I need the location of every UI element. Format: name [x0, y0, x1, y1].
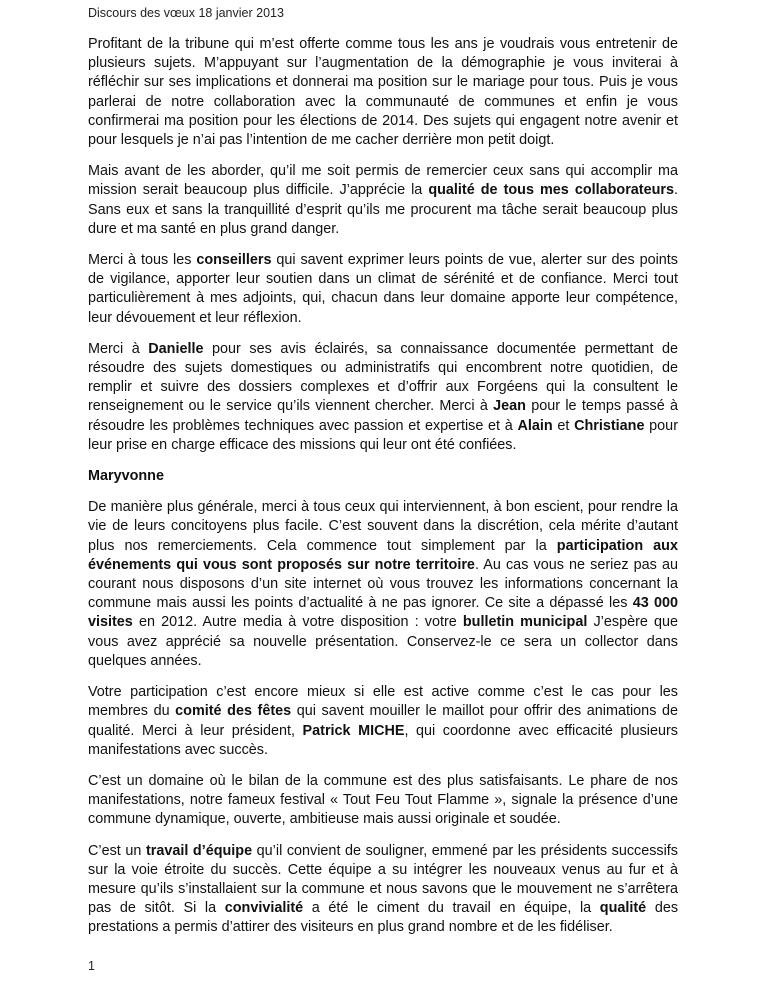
- text-run: . Sans eux et sans la tranquillité d’esprit qu’ils me procurent ma tâche serait beaucoup plus dure et ma santé en plus grand danger.: [88, 182, 678, 237]
- bold-text: Alain: [517, 417, 553, 434]
- paragraph: [88, 842, 678, 938]
- text-run: De manière plus générale, merci à tous ceux qui interviennent, à bon escient, pour rendre la vie de leurs concitoyens plus facile. C’est souvent dans la discrétion, cela mérite d’autant plus nos remerciements. Cela commence tout simplement par la: [88, 499, 678, 554]
- text-run: Merci à: [88, 340, 149, 357]
- page-number: 1: [88, 959, 95, 973]
- text-run: C’est un: [88, 842, 146, 859]
- text-run: pour leur prise en charge efficace des missions qui leur ont été confiées.: [88, 417, 678, 453]
- text-run: Merci à tous les: [88, 252, 197, 269]
- paragraph: [88, 251, 678, 328]
- text-run: Mais avant de les aborder, qu’il me soit permis de remercier ceux sans qui accomplir ma mission serait beaucoup plus difficile. J’apprécie la: [88, 163, 678, 199]
- bold-text: qualité: [599, 900, 647, 917]
- bold-text: Patrick MICHE: [302, 722, 405, 739]
- text-run: pour le temps passé à résoudre les problèmes techniques avec passion et expertise et à: [88, 398, 678, 434]
- document-body: [88, 35, 678, 950]
- paragraph: [88, 340, 678, 455]
- paragraph: [88, 498, 678, 671]
- bold-text: Jean: [493, 398, 526, 415]
- text-run: qui savent exprimer leurs points de vue, alerter sur des points de vigilance, apporter leur soutien dans un climat de sérénité et de confiance. Merci tout particulièrement à mes adjoints, qui, chacun dans leur domaine apporte leur compétence, leur dévouement et leur réflexion.: [88, 252, 678, 326]
- text-run: . Au cas vous ne seriez pas au courant nous disposons d’un site internet où vous trouvez les informations concernant la commune mais aussi les points d’actualité à ne pas ignorer. Ce site a dépassé les: [88, 556, 679, 612]
- bold-text: conseillers: [196, 252, 272, 269]
- text-run: qui savent mouiller le maillot pour offrir des animations de qualité. Merci à leur président,: [88, 703, 678, 739]
- text-run: C’est un domaine où le bilan de la commune est des plus satisfaisants. Le phare de nos manifestations, notre fameux festival « Tout Feu Tout Flamme », signale la présence d’une commune dynamique, ouverte, ambitieuse mais aussi originale et soudée.: [88, 772, 678, 828]
- text-run: Votre participation c’est encore mieux si elle est active comme c’est le cas pour les membres du: [88, 684, 678, 720]
- bold-text: bulletin municipal: [462, 614, 588, 631]
- text-run: pour ses avis éclairés, sa connaissance documentée permettant de résoudre des sujets domestiques ou administratifs qui encombrent notre quotidien, de remplir et suivre des dossiers complexes et d’offrir aux Forgéens qui la consultent le renseignement ou le service qu’ils viennent chercher. Merci à: [88, 340, 678, 415]
- text-run: et: [552, 417, 575, 434]
- paragraph: [88, 467, 678, 486]
- bold-text: Danielle: [148, 340, 204, 357]
- text-run: , qui coordonne avec efficacité plusieurs manifestations avec succès.: [88, 722, 678, 758]
- bold-text: convivialité: [224, 900, 304, 917]
- paragraph: [88, 162, 678, 239]
- bold-text: participation aux événements qui vous sont proposés sur notre territoire: [88, 537, 678, 573]
- text-run: a été le ciment du travail en équipe, la: [303, 900, 600, 917]
- bold-text: travail d’équipe: [145, 842, 253, 859]
- bold-text: comité des fêtes: [175, 703, 292, 720]
- text-run: qu’il convient de souligner, emmené par les présidents successifs sur la voie étroite du succès. Cette équipe a su intégrer les nouveaux venus au fur et à mesure qu’ils s’installaient sur la commune et nous savons que le mouvement ne s’arrêtera pas de sitôt. Si la: [88, 842, 679, 917]
- bold-text: Maryvonne: [88, 468, 164, 485]
- bold-text: qualité de tous mes collaborateurs: [428, 182, 674, 199]
- paragraph: [88, 35, 678, 150]
- paragraph: [88, 772, 678, 830]
- text-run: J’espère que vous avez apprécié sa nouvelle présentation. Conservez-le ce sera un collector dans quelques années.: [88, 614, 679, 669]
- paragraph: [88, 683, 678, 760]
- bold-text: Christiane: [574, 417, 645, 434]
- text-run: Profitant de la tribune qui m’est offerte comme tous les ans je voudrais vous entretenir de plusieurs sujets. M’appuyant sur l’augmentation de la démographie je vous inviterai à réfléchir sur ses implications et donnerai ma position sur le mariage pour tous. Puis je vous parlerai de notre collaboration avec la communauté de communes et enfin je vous confirmerai ma position pour les élections de 2014. Des sujets qui engagent notre avenir et pour lesquels je n’ai pas l’intention de me cacher derrière mon petit doigt.: [88, 36, 678, 149]
- page-header: Discours des vœux 18 janvier 2013: [88, 6, 284, 20]
- text-run: en 2012. Autre media à votre disposition : votre: [132, 614, 463, 631]
- text-run: des prestations a permis d’attirer des visiteurs en plus grand nombre et de les fidéliser.: [88, 900, 679, 936]
- bold-text: 43 000 visites: [88, 595, 678, 631]
